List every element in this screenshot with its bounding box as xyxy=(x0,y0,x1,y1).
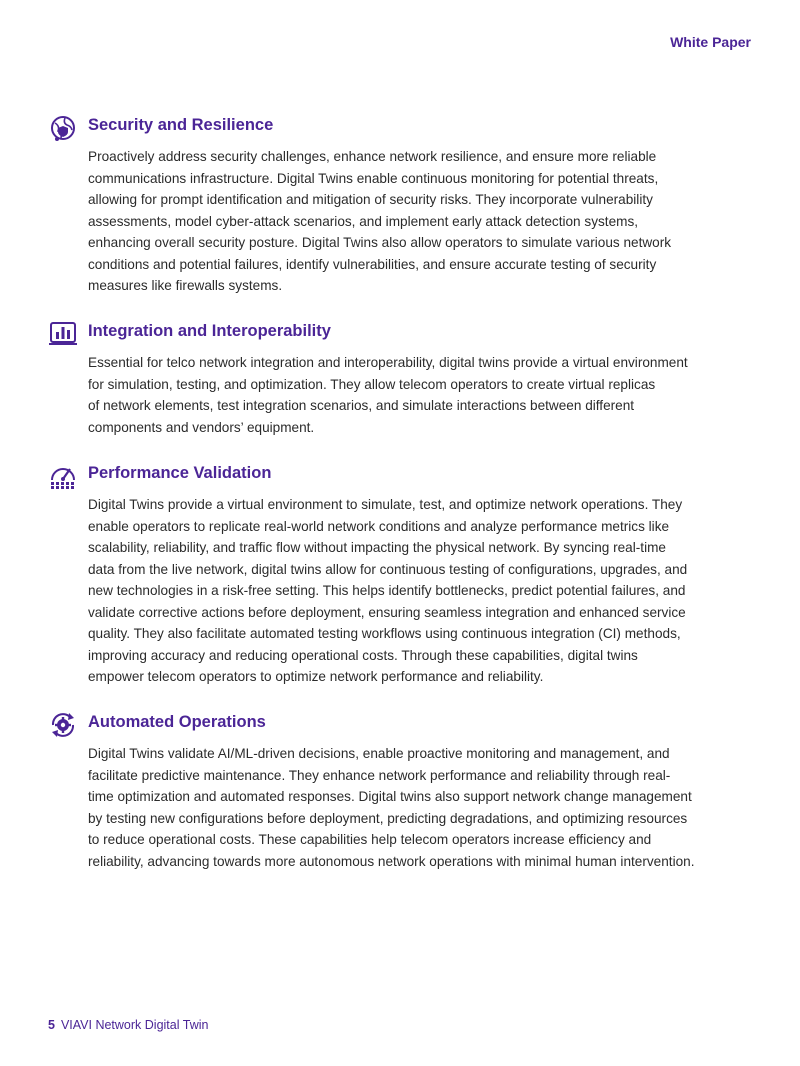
section-body: Essential for telco network integration and interoperability, digital twins provide a virtual environment for simulation, testing, and optimization. They allow telecom operators to create virtual replicas of network elements, test integration scenarios, and simulate interactions between different components and vendors’ equipment. xyxy=(88,355,688,435)
shield-globe-icon xyxy=(48,114,78,142)
section-security-resilience xyxy=(48,116,748,297)
section-title: Security and Resilience xyxy=(88,116,274,134)
page-number: 5 xyxy=(48,1018,55,1032)
bar-chart-icon xyxy=(48,320,78,348)
section-integration-interoperability xyxy=(48,322,748,438)
page-footer xyxy=(48,1018,208,1032)
section-body: Proactively address security challenges, enhance network resilience, and ensure more reliable communications infrastructure. Digital Twins enable continuous monitoring for potential threats, allowing for prompt identification and mitigation of security risks. They incorporate vulnerability assessments, model cyber-attack scenarios, and implement early attack detection systems, enhancing overall security posture. Digital Twins also allow operators to simulate various network conditions and potential failures, identify vulnerabilities, and ensure accurate testing of security measures like firewalls systems. xyxy=(88,149,672,293)
gauge-icon xyxy=(48,462,78,490)
gear-cycle-icon xyxy=(48,711,78,739)
section-title: Performance Validation xyxy=(88,464,272,482)
document-type-label: White Paper xyxy=(670,34,751,50)
section-automated-operations xyxy=(48,713,748,872)
section-title: Integration and Interoperability xyxy=(88,322,331,340)
section-performance-validation xyxy=(48,464,748,688)
section-body: Digital Twins validate AI/ML-driven decisions, enable proactive monitoring and management, and facilitate predictive maintenance. They enhance network performance and reliability through real- time optimization and automated responses. Digital twins also support network change management by testing new configurations before deployment, predicting degradations, and optimizing resources to reduce operational costs. These capabilities help telecom operators increase efficiency and reliability, advancing towards more autonomous network operations with minimal human intervention. xyxy=(88,746,695,869)
section-body: Digital Twins provide a virtual environment to simulate, test, and optimize network operations. They enable operators to replicate real-world network conditions and analyze performance metrics like scalability, reliability, and traffic flow without impacting the physical network. By syncing real-time data from the live network, digital twins allow for continuous testing of configurations, upgrades, and new technologies in a risk-free setting. This helps identify bottlenecks, predict potential failures, and validate corrective actions before deployment, ensuring seamless integration and enhanced service quality. They also facilitate automated testing workflows using continuous integration (CI) methods, improving accuracy and reducing operational costs. Through these capabilities, digital twins empower telecom operators to optimize network performance and reliability. xyxy=(88,497,688,684)
document-title: VIAVI Network Digital Twin xyxy=(60,1018,209,1032)
section-title: Automated Operations xyxy=(88,713,266,731)
